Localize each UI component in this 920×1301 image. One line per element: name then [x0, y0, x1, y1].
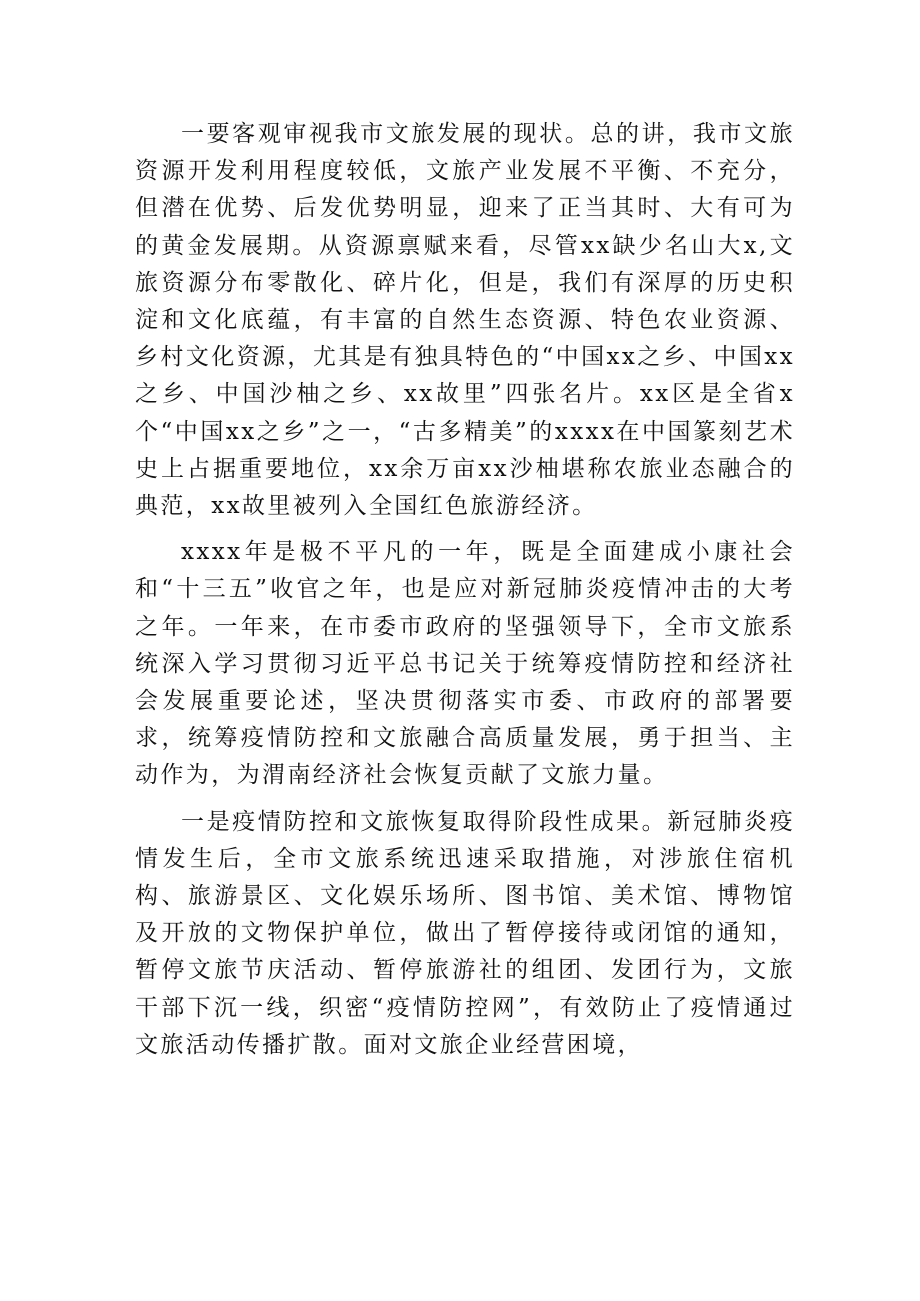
paragraph-3: 一是疫情防控和文旅恢复取得阶段性成果。新冠肺炎疫情发生后，全市文旅系统迅速采取措施，对涉旅住宿机构、旅游景区、文化娱乐场所、图书馆、美术馆、博物馆及开放的文物保护单位，做出了暂停接待或闭馆的通知，暂停文旅节庆活动、暂停旅游社的组团、发团行为，文旅干部下沉一线，织密“疫情防控网”，有效防止了疫情通过文旅活动传播扩散。面对文旅企业经营困境， — [135, 808, 795, 1058]
paragraph-2: xxxx年是极不平凡的一年，既是全面建成小康社会和“十三五”收官之年，也是应对新冠肺炎疫情冲击的大考之年。一年来，在市委市政府的坚强领导下，全市文旅系统深入学习贯彻习近平总书记关于统筹疫情防控和经济社会发展重要论述，坚决贯彻落实市委、市政府的部署要求，统筹疫情防控和文旅融合高质量发展，勇于担当、主动作为，为渭南经济社会恢复贡献了文旅力量。 — [135, 539, 795, 789]
paragraph-1: 一要客观审视我市文旅发展的现状。总的讲，我市文旅资源开发利用程度较低，文旅产业发展不平衡、不充分，但潜在优势、后发优势明显，迎来了正当其时、大有可为的黄金发展期。从资源禀赋来看，尽管xx缺少名山大x,文旅资源分布零散化、碎片化，但是，我们有深厚的历史积淀和文化底蕴，有丰富的自然生态资源、特色农业资源、乡村文化资源，尤其是有独具特色的“中国xx之乡、中国xx之乡、中国沙柚之乡、xx故里”四张名片。xx区是全省x个“中国xx之乡”之一，“古多精美”的xxxx在中国篆刻艺术史上占据重要地位，xx余万亩xx沙柚堪称农旅业态融合的典范，xx故里被列入全国红色旅游经济。 — [135, 121, 795, 520]
document-body — [135, 116, 795, 1064]
